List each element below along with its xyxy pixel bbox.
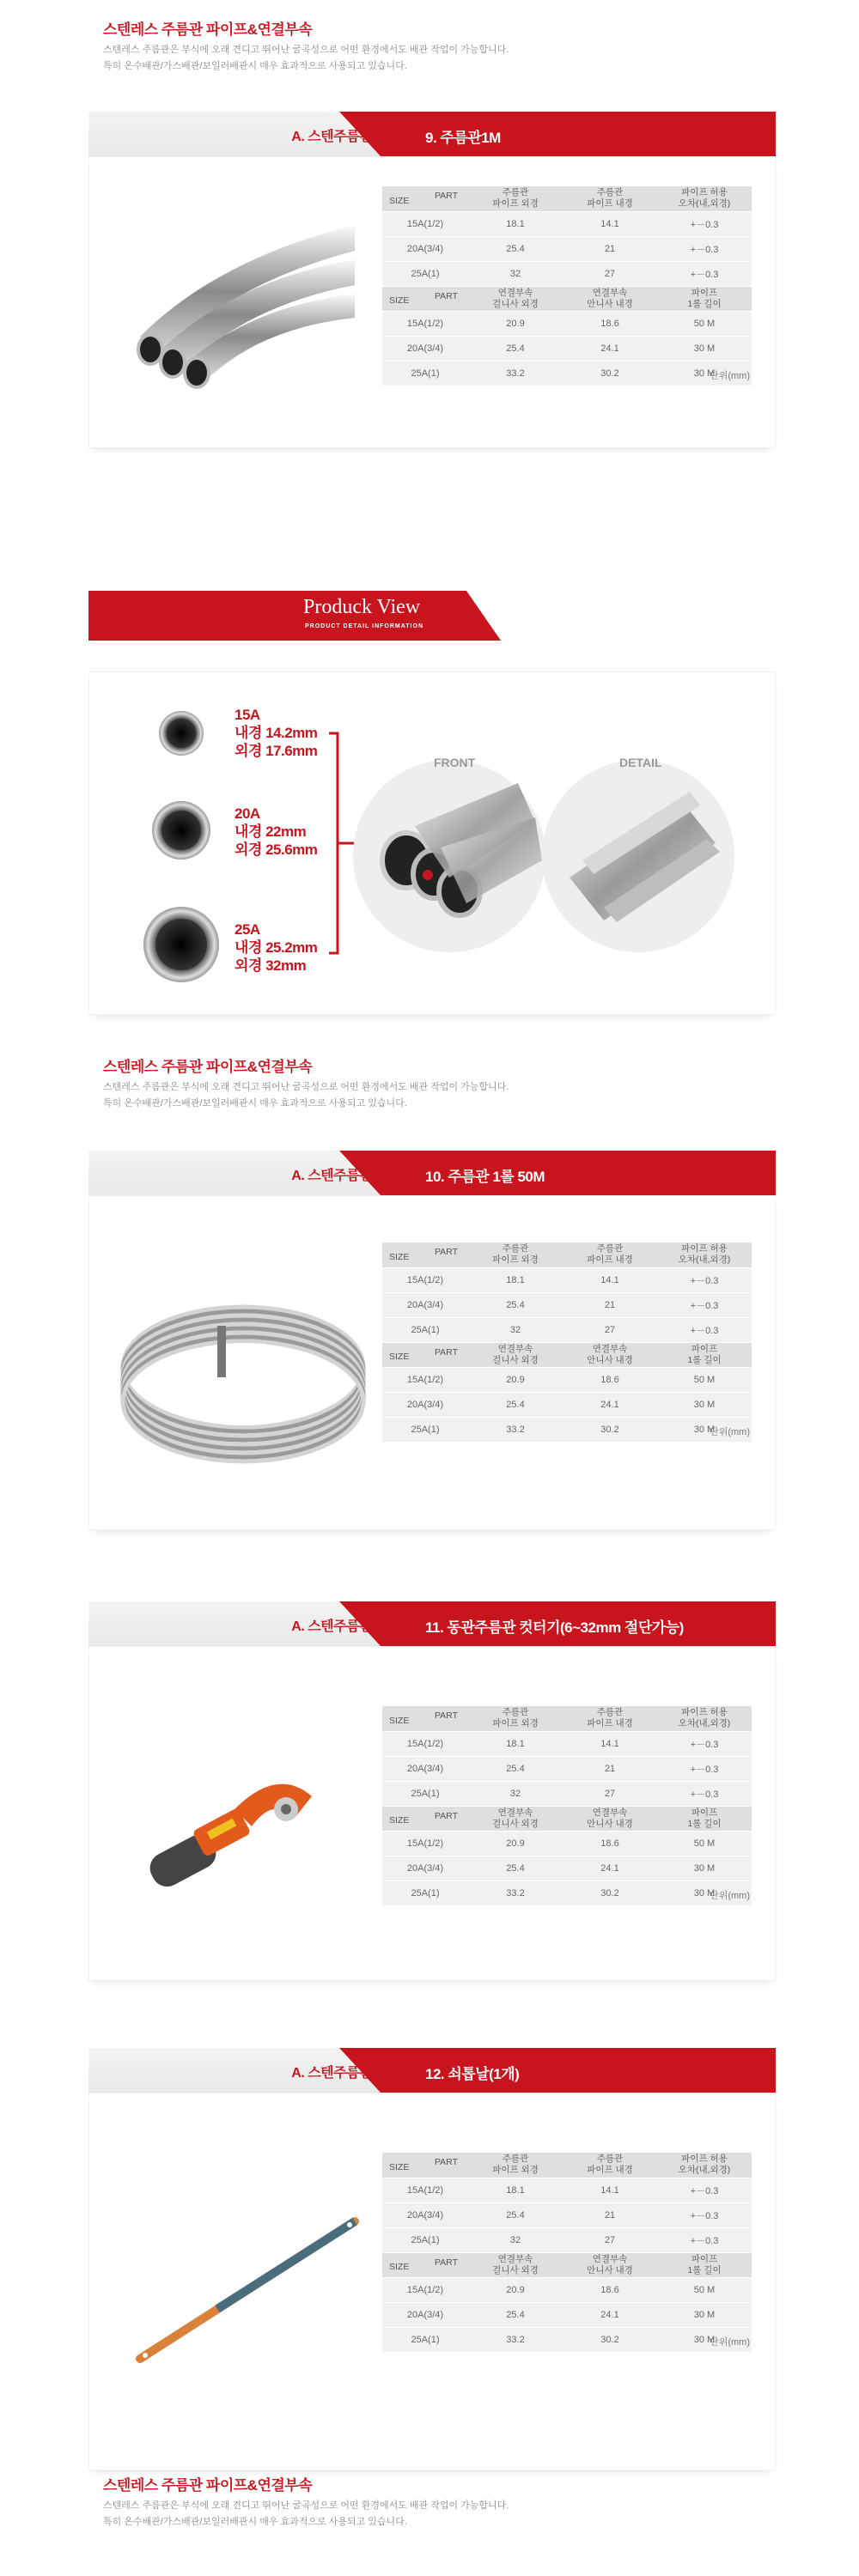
pipe-coil-image [114,1281,372,1470]
size-label-15a: 15A 내경 14.2mm 외경 17.6mm [235,707,318,759]
value-cell: 14.1 [563,1731,657,1756]
size-cell: 15A(1/2) [382,1367,468,1392]
table-row [382,211,752,236]
unit-label: 단위(mm) [710,1891,750,1901]
product-section [88,2048,776,2348]
value-cell: 33.2 [468,2327,563,2352]
unit-label: 단위(mm) [710,371,750,381]
value-cell: 30 M [657,1417,752,1442]
table-header-row [382,1706,752,1731]
value-cell: 30.2 [563,1880,657,1905]
category-label: A. 스텐주름관 [291,1619,372,1634]
value-cell: 25.4 [468,1756,563,1781]
size-cell: 20A(3/4) [382,2302,468,2327]
column-header: 연결부속 걸니사 외경 [468,286,563,311]
table-row [382,1417,752,1442]
table-row [382,1831,752,1856]
value-cell: 18.6 [563,1831,657,1856]
value-cell: 14.1 [563,211,657,236]
value-cell: +－0.3 [657,2227,752,2252]
value-cell: 18.1 [468,1267,563,1292]
value-cell: 30 M [657,1880,752,1905]
table-header-row [382,1342,752,1367]
intro-block-3 [103,2473,756,2530]
pipe-cutter-image [114,1749,355,1938]
product-banner [88,2048,776,2093]
corner-header: PART SIZE [382,2153,468,2178]
value-cell: 30.2 [563,361,657,386]
value-cell: 14.1 [563,1267,657,1292]
value-cell: 50 M [657,1831,752,1856]
column-header: 파이프 1롤 길이 [657,1806,752,1831]
product-view-subtitle: PRODUCT DETAIL INFORMATION [305,623,423,629]
table-row [382,1292,752,1317]
corner-header: PART SIZE [382,1806,468,1831]
column-header: 파이프 1롤 길이 [657,2252,752,2277]
value-cell: +－0.3 [657,1756,752,1781]
product-title: 10. 주름관 1롤 50M [425,1169,545,1185]
size-cell: 25A(1) [382,1781,468,1806]
table-row [382,2227,752,2252]
size-cell: 25A(1) [382,2327,468,2352]
product-banner [88,112,776,156]
product-card [88,2093,776,2470]
value-cell: 25.4 [468,336,563,361]
value-cell: +－0.3 [657,261,752,286]
corrugated-pipe-image [114,208,355,397]
value-cell: 32 [468,261,563,286]
value-cell: 24.1 [563,1392,657,1417]
column-header: 파이프 1롤 길이 [657,286,752,311]
column-header: 파이프 허용 오차(내,외경) [657,186,752,211]
column-header: 파이프 1롤 길이 [657,1342,752,1367]
intro-line-1: 스텐레스 주름관은 부식에 오래 견디고 뛰어난 굴곡성으로 어떤 환경에서도 배관 작업이 가능합니다. [103,2500,509,2511]
intro-heading: 스텐레스 주름관 파이프&연결부속 [103,1059,313,1075]
value-cell: +－0.3 [657,1267,752,1292]
spec-table [382,1706,752,1906]
intro-line-2: 특히 온수배관/가스배관/보일러배관시 매우 효과적으로 사용되고 있습니다. [103,1098,407,1109]
banner-shape [88,591,501,641]
column-header: 연결부속 걸니사 외경 [468,1342,563,1367]
column-header: 주름관 파이프 내경 [563,1706,657,1731]
front-label: FRONT [434,756,476,769]
value-cell: 18.1 [468,1731,563,1756]
value-cell: +－0.3 [657,2178,752,2202]
corner-header: PART SIZE [382,186,468,211]
table-header-row [382,1242,752,1267]
value-cell: 33.2 [468,1880,563,1905]
value-cell: 20.9 [468,1831,563,1856]
size-cell: 25A(1) [382,361,468,386]
table-row [382,2277,752,2302]
category-label: A. 스텐주름관 [291,2066,372,2081]
intro-line-2: 특히 온수배관/가스배관/보일러배관시 매우 효과적으로 사용되고 있습니다. [103,2517,407,2527]
product-title: 9. 주름관1M [425,130,501,146]
product-view-title: Produck View [303,596,421,618]
column-header: 파이프 허용 오차(내,외경) [657,2153,752,2178]
value-cell: +－0.3 [657,1731,752,1756]
value-cell: 30.2 [563,1417,657,1442]
column-header: 파이프 허용 오차(내,외경) [657,1706,752,1731]
product-title: 11. 동관주름관 컷터기(6~32mm 절단가능) [425,1619,684,1636]
table-row [382,1756,752,1781]
intro-block-2 [103,1054,756,1112]
intro-heading: 스텐레스 주름관 파이프&연결부속 [103,2477,313,2494]
value-cell: 30.2 [563,2327,657,2352]
table-row [382,311,752,336]
product-banner [88,1601,776,1646]
corner-header: PART SIZE [382,1706,468,1731]
spec-table [382,186,752,386]
product-title-bar [381,112,776,156]
value-cell: 24.1 [563,2302,657,2327]
size-cell: 15A(1/2) [382,1731,468,1756]
value-cell: 20.9 [468,2277,563,2302]
corner-header: PART SIZE [382,286,468,311]
value-cell: 27 [563,2227,657,2252]
value-cell: 25.4 [468,2202,563,2227]
value-cell: 27 [563,1317,657,1342]
value-cell: 25.4 [468,2302,563,2327]
value-cell: +－0.3 [657,211,752,236]
intro-block [103,17,756,75]
value-cell: 20.9 [468,1367,563,1392]
table-row [382,336,752,361]
column-header: 연결부속 걸니사 외경 [468,2252,563,2277]
table-row [382,361,752,386]
column-header: 연결부속 안니사 내경 [563,286,657,311]
column-header: 주름관 파이프 외경 [468,186,563,211]
corner-header: PART SIZE [382,1242,468,1267]
value-cell: 30 M [657,1392,752,1417]
product-title-bar [381,1601,776,1646]
size-cell: 20A(3/4) [382,1856,468,1880]
value-cell: +－0.3 [657,1317,752,1342]
value-cell: 50 M [657,2277,752,2302]
value-cell: 33.2 [468,1417,563,1442]
product-section [88,112,776,381]
value-cell: +－0.3 [657,236,752,261]
size-cell: 15A(1/2) [382,2178,468,2202]
value-cell: 21 [563,2202,657,2227]
product-title-bar [381,1151,776,1195]
table-row [382,1367,752,1392]
value-cell: 50 M [657,1367,752,1392]
size-cell: 15A(1/2) [382,2277,468,2302]
product-photo [114,2187,355,2380]
table-row [382,261,752,286]
size-label-25a: 25A 내경 25.2mm 외경 32mm [235,921,318,974]
table-row [382,1856,752,1880]
intro-line-1: 스텐레스 주름관은 부식에 오래 견디고 뛰어난 굴곡성으로 어떤 환경에서도 배관 작업이 가능합니다. [103,45,509,55]
size-cell: 25A(1) [382,1417,468,1442]
value-cell: +－0.3 [657,1781,752,1806]
value-cell: 30 M [657,1856,752,1880]
table-header-row [382,2153,752,2178]
spec-table [382,1242,752,1443]
table-row [382,1267,752,1292]
size-cell: 25A(1) [382,261,468,286]
size-cell: 20A(3/4) [382,2202,468,2227]
product-card [88,1646,776,1981]
size-cell: 25A(1) [382,1317,468,1342]
column-header: 파이프 허용 오차(내,외경) [657,1242,752,1267]
value-cell: 30 M [657,361,752,386]
value-cell: 32 [468,2227,563,2252]
product-photo [114,1281,355,1474]
size-cell: 15A(1/2) [382,211,468,236]
hacksaw-blade-image [114,2187,372,2376]
table-row [382,1392,752,1417]
detail-label: DETAIL [619,756,662,769]
value-cell: 25.4 [468,1292,563,1317]
size-label-20a: 20A 내경 22mm 외경 25.6mm [235,805,318,858]
value-cell: 18.1 [468,2178,563,2202]
table-header-row [382,186,752,211]
size-cell: 15A(1/2) [382,311,468,336]
table-row [382,1317,752,1342]
table-row [382,1781,752,1806]
corner-header: PART SIZE [382,1342,468,1367]
value-cell: 27 [563,261,657,286]
size-cell: 15A(1/2) [382,1831,468,1856]
table-row [382,1731,752,1756]
value-cell: +－0.3 [657,2202,752,2227]
value-cell: 30 M [657,336,752,361]
value-cell: 18.6 [563,1367,657,1392]
value-cell: 21 [563,236,657,261]
category-label: A. 스텐주름관 [291,1169,372,1183]
size-cell: 20A(3/4) [382,1756,468,1781]
product-card [88,1195,776,1530]
column-header: 주름관 파이프 외경 [468,1242,563,1267]
size-cell: 25A(1) [382,1880,468,1905]
value-cell: 32 [468,1317,563,1342]
value-cell: 50 M [657,311,752,336]
product-photo [114,1749,355,1942]
product-banner [88,1151,776,1195]
value-cell: 21 [563,1756,657,1781]
product-title: 12. 쇠톱날(1개) [425,2066,520,2082]
corner-header: PART SIZE [382,2252,468,2277]
spec-table [382,2153,752,2353]
value-cell: 24.1 [563,336,657,361]
table-header-row [382,1806,752,1831]
table-header-row [382,286,752,311]
column-header: 연결부속 걸니사 외경 [468,1806,563,1831]
size-diagram [88,671,776,1015]
value-cell: 20.9 [468,311,563,336]
value-cell: 25.4 [468,236,563,261]
table-row [382,2202,752,2227]
value-cell: 27 [563,1781,657,1806]
table-row [382,236,752,261]
column-header: 주름관 파이프 내경 [563,186,657,211]
value-cell: 18.6 [563,311,657,336]
column-header: 주름관 파이프 외경 [468,2153,563,2178]
intro-line-1: 스텐레스 주름관은 부식에 오래 견디고 뛰어난 굴곡성으로 어떤 환경에서도 배관 작업이 가능합니다. [103,1082,509,1092]
product-view-banner [88,591,501,641]
size-cell: 20A(3/4) [382,1292,468,1317]
value-cell: 25.4 [468,1392,563,1417]
value-cell: 21 [563,1292,657,1317]
table-row [382,2302,752,2327]
size-cell: 20A(3/4) [382,336,468,361]
product-title-bar [381,2048,776,2093]
size-cell: 15A(1/2) [382,1267,468,1292]
size-cell: 20A(3/4) [382,1392,468,1417]
value-cell: 18.1 [468,211,563,236]
value-cell: 30 M [657,2327,752,2352]
column-header: 연결부속 안니사 내경 [563,1342,657,1367]
value-cell: 25.4 [468,1856,563,1880]
product-card [88,156,776,448]
table-row [382,1880,752,1905]
value-cell: 14.1 [563,2178,657,2202]
category-label: A. 스텐주름관 [291,130,372,144]
column-header: 주름관 파이프 외경 [468,1706,563,1731]
value-cell: 30 M [657,2302,752,2327]
value-cell: 18.6 [563,2277,657,2302]
product-view-card [88,671,776,1015]
value-cell: +－0.3 [657,1292,752,1317]
product-photo [114,208,355,401]
column-header: 주름관 파이프 내경 [563,2153,657,2178]
product-section [88,1601,776,1901]
value-cell: 24.1 [563,1856,657,1880]
table-header-row [382,2252,752,2277]
unit-label: 단위(mm) [710,1427,750,1437]
size-cell: 20A(3/4) [382,236,468,261]
table-row [382,2327,752,2352]
value-cell: 33.2 [468,361,563,386]
column-header: 연결부속 안니사 내경 [563,1806,657,1831]
product-section [88,1151,776,1437]
table-row [382,2178,752,2202]
column-header: 연결부속 안니사 내경 [563,2252,657,2277]
intro-heading: 스텐레스 주름관 파이프&연결부속 [103,21,313,38]
value-cell: 32 [468,1781,563,1806]
intro-line-2: 특히 온수배관/가스배관/보일러배관시 매우 효과적으로 사용되고 있습니다. [103,61,407,71]
column-header: 주름관 파이프 내경 [563,1242,657,1267]
unit-label: 단위(mm) [710,2337,750,2348]
size-cell: 25A(1) [382,2227,468,2252]
